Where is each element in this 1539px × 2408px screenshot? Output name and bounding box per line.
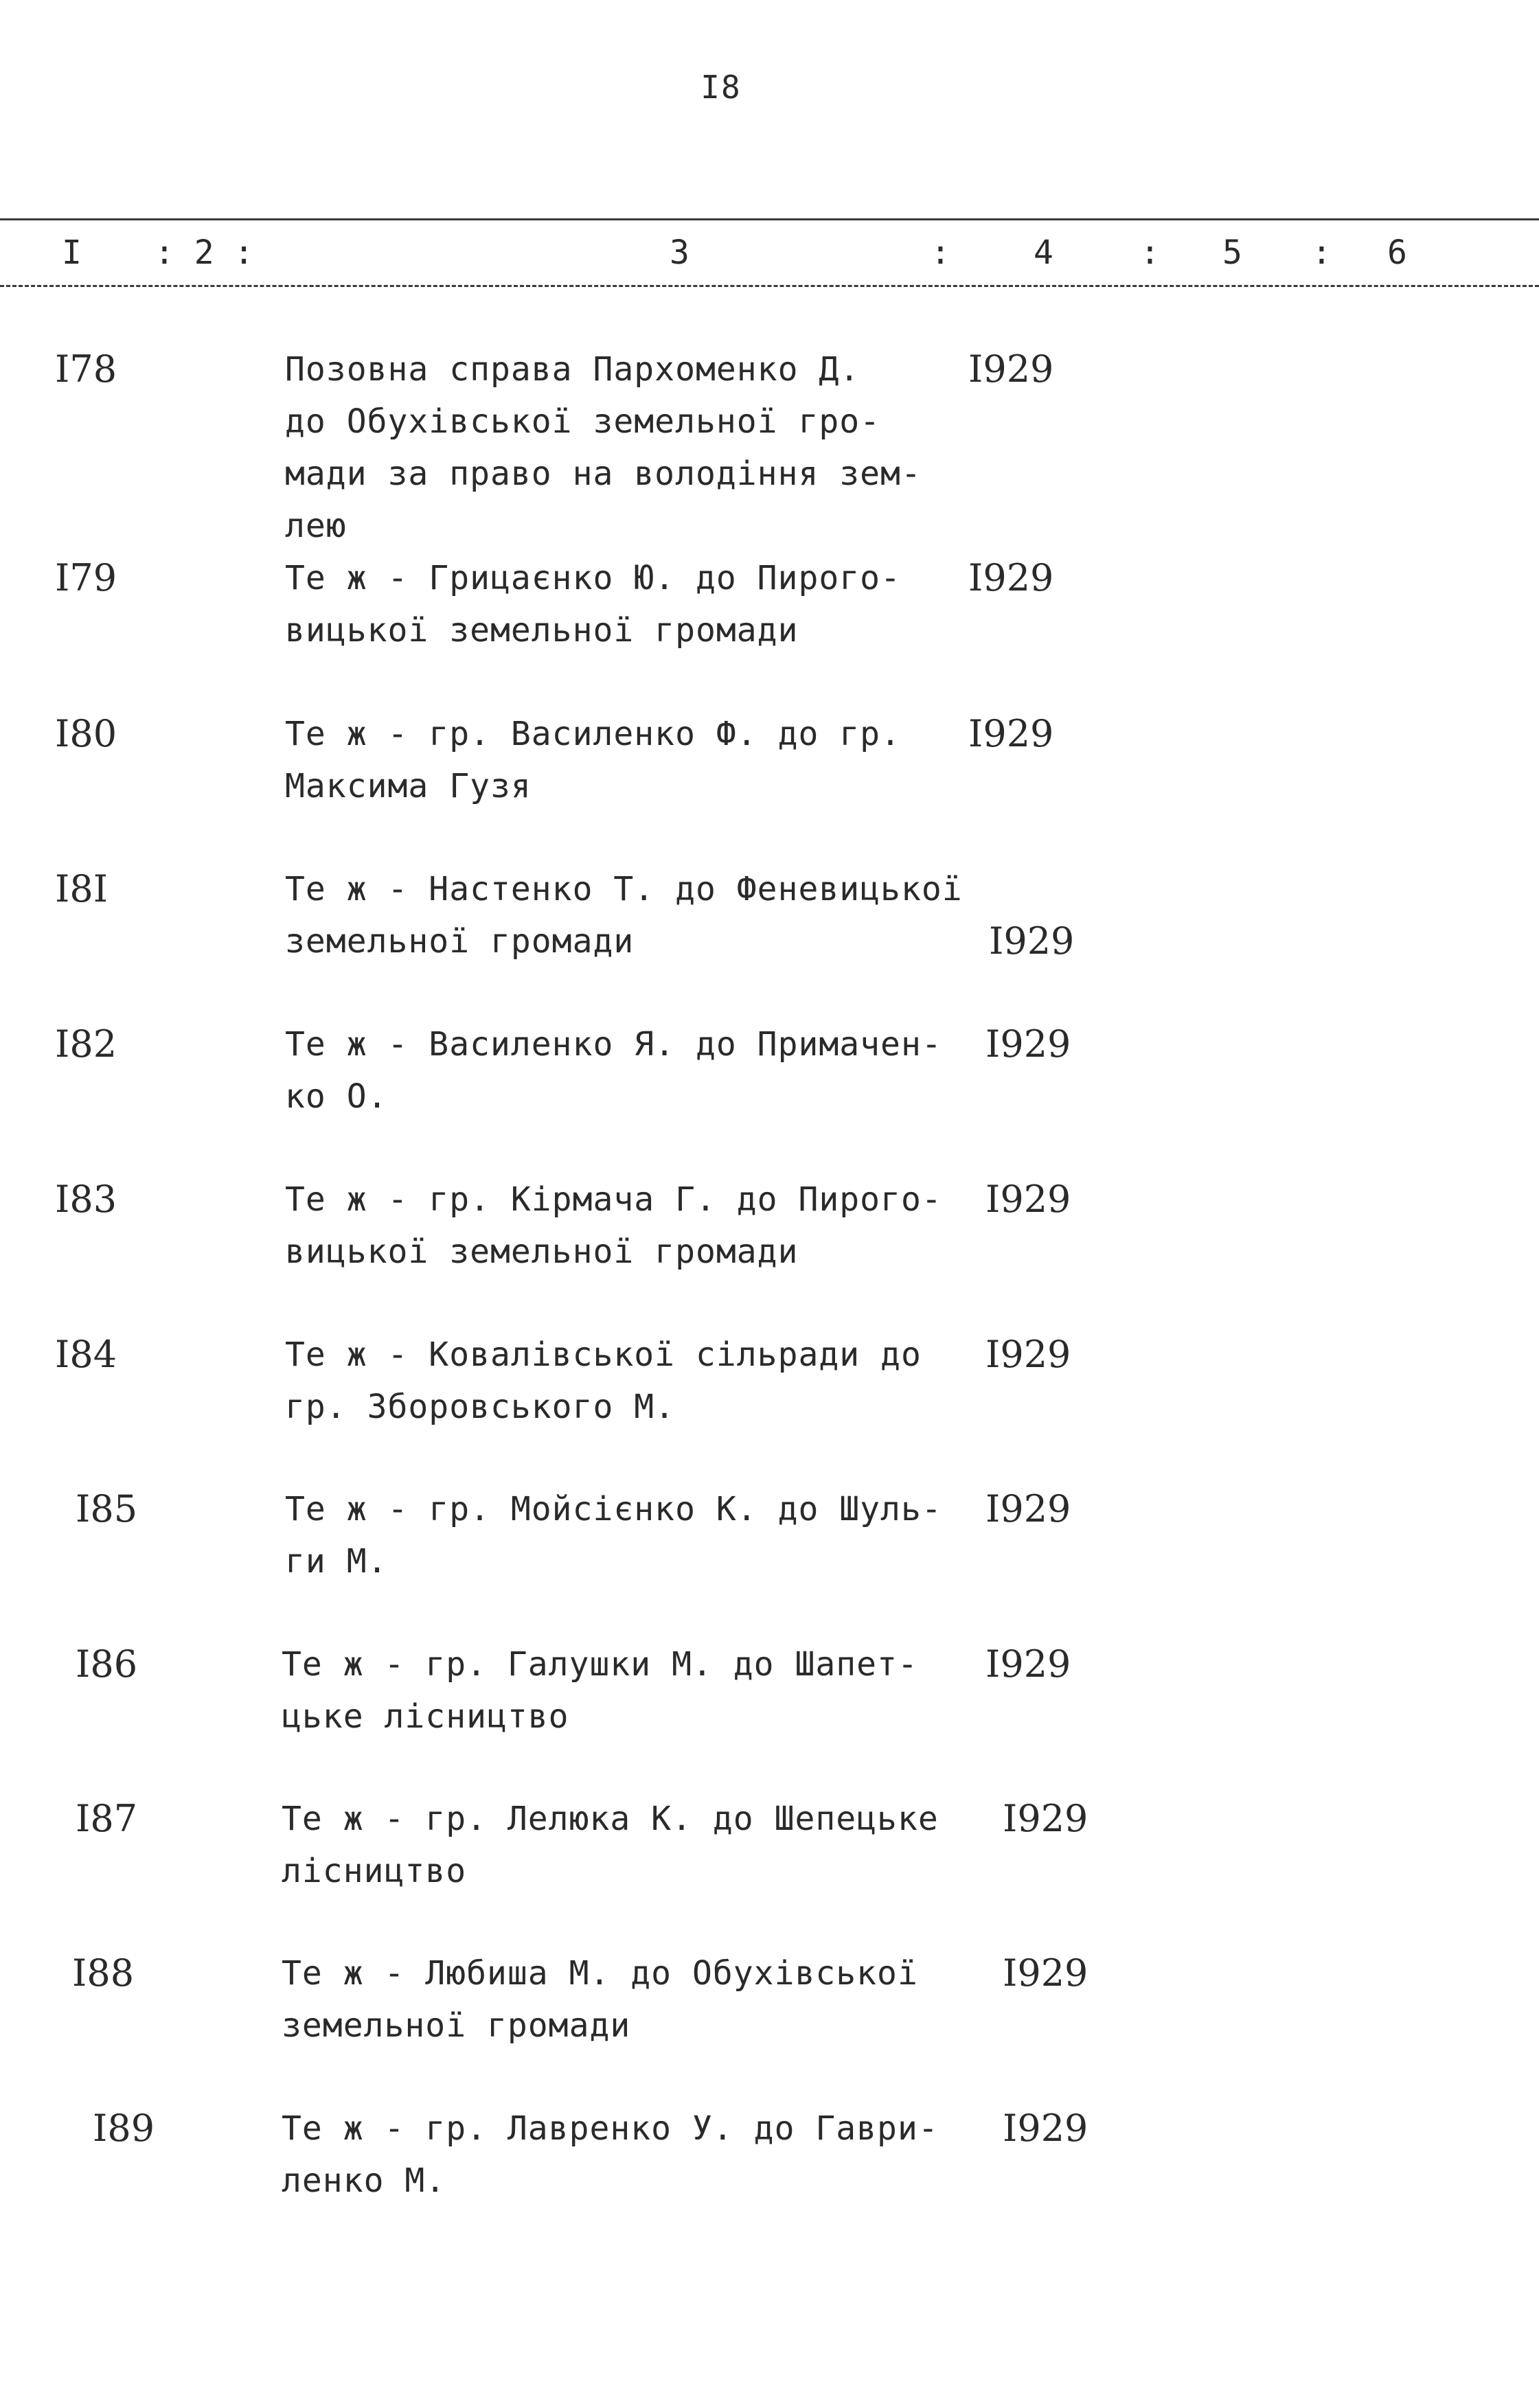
row-title: Те ж - гр. Галушки М. до Шапет- цьке лісництво: [282, 1645, 918, 1736]
table-header: [0, 233, 1539, 275]
col-header-5: 5: [1222, 233, 1242, 272]
row-number: I79: [55, 556, 117, 599]
row-title: Те ж - гр. Кірмача Г. до Пирого- вицької земельної громади: [285, 1180, 942, 1271]
row-year: I929: [968, 347, 1054, 391]
row-number: I83: [55, 1178, 117, 1221]
row-number: I87: [76, 1797, 138, 1840]
row-title: Те ж - Настенко Т. до Феневицької земельної громади: [285, 870, 963, 961]
row-number: I85: [76, 1487, 138, 1530]
col-header-6: 6: [1387, 233, 1407, 272]
row-year: I929: [985, 1487, 1071, 1530]
row-title: Те ж - Василенко Я. до Примачен- ко О.: [285, 1025, 942, 1116]
row-title: Те ж - Ковалівської сільради до гр. Зборовського М.: [285, 1335, 922, 1426]
row-year: I929: [989, 919, 1075, 963]
row-year: I929: [1003, 2107, 1088, 2150]
row-number: I82: [55, 1022, 117, 1066]
col-separator: :: [1140, 233, 1160, 272]
row-title: Те ж - Любиша М. до Обухівської земельної громади: [282, 1954, 918, 2045]
row-title: Те ж - гр. Лелюка К. до Шепецьке лісництво: [282, 1800, 939, 1890]
row-year: I929: [1003, 1797, 1088, 1840]
row-title: Те ж - гр. Василенко Ф. до гр. Максима Гузя: [285, 715, 901, 805]
col-separator: :: [1312, 233, 1332, 272]
row-number: I84: [55, 1333, 117, 1376]
row-title: Позовна справа Пархоменко Д. до Обухівської земельної гро- мади за право на володіння зем- лею: [285, 350, 922, 545]
row-year: I929: [968, 556, 1054, 599]
header-top-rule: [0, 218, 1539, 220]
row-title: Те ж - гр. Мойсієнко К. до Шуль- ги М.: [285, 1490, 942, 1581]
page-number: I8: [700, 69, 742, 106]
col-separator: :: [931, 233, 950, 272]
row-number: I88: [72, 1951, 135, 1995]
row-year: I929: [985, 1178, 1071, 1221]
row-year: I929: [1003, 1951, 1088, 1995]
row-title: Те ж - гр. Лавренко У. до Гаври- ленко М.: [282, 2109, 939, 2200]
row-year: I929: [985, 1022, 1071, 1066]
col-header-2: : 2 :: [155, 233, 254, 272]
col-header-4: 4: [1034, 233, 1053, 272]
col-header-1: I: [62, 233, 82, 272]
row-number: I78: [55, 347, 117, 391]
row-number: I8I: [55, 867, 109, 910]
header-bottom-rule: [0, 285, 1539, 287]
row-title: Те ж - Грицаєнко Ю. до Пирого- вицької земельної громади: [285, 559, 901, 650]
row-number: I86: [76, 1642, 138, 1686]
col-header-3: 3: [670, 233, 689, 272]
row-number: I89: [93, 2107, 155, 2150]
row-year: I929: [985, 1642, 1071, 1686]
row-number: I80: [55, 712, 117, 755]
row-year: I929: [985, 1333, 1071, 1376]
row-year: I929: [968, 712, 1054, 755]
